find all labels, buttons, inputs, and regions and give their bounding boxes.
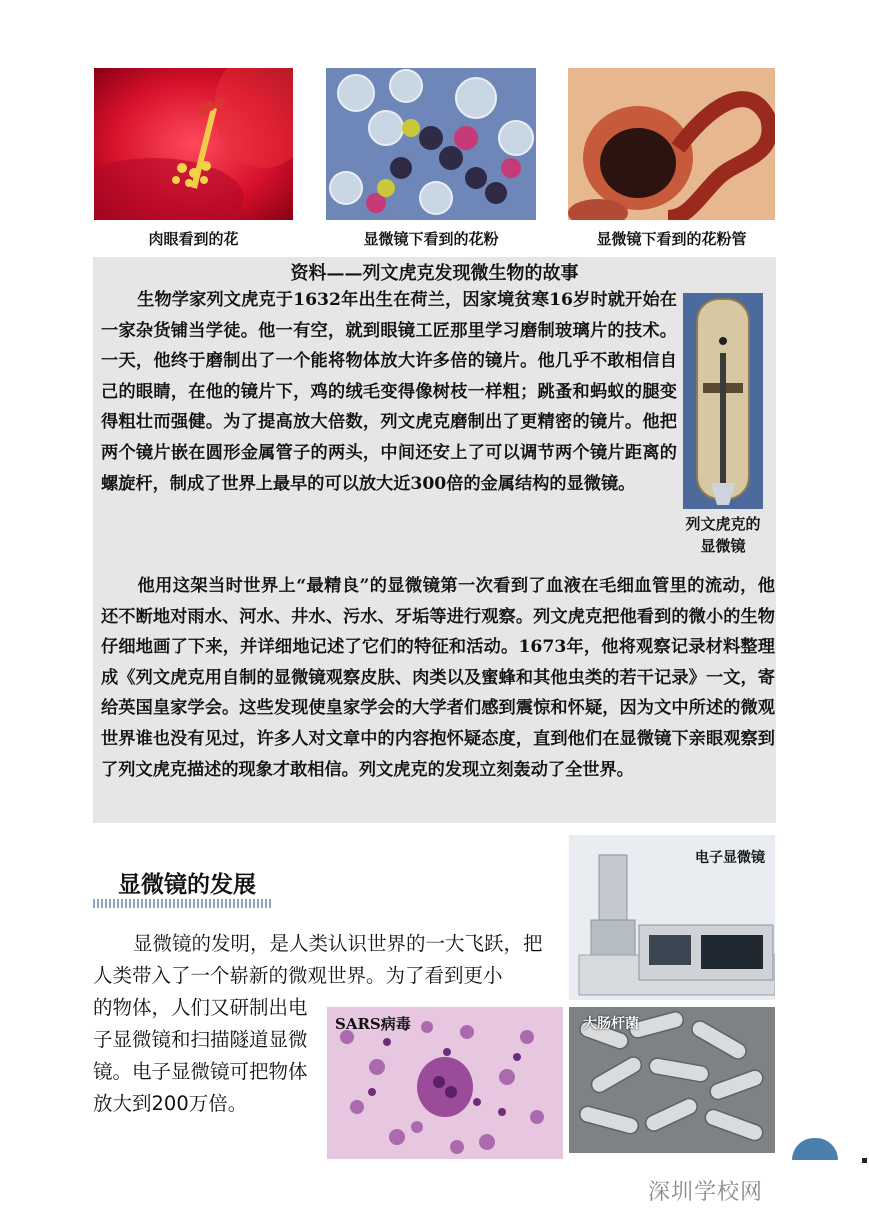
page-corner-tab <box>792 1138 838 1160</box>
flower-caption: 肉眼看到的花 <box>148 230 239 248</box>
reading-paragraph-2-text: 他用这架当时世界上“最精良”的显微镜第一次看到了血液在毛细血管里的流动，他还不断地对雨水、河水、井水、污水、牙垢等进行观察。列文虎克把他看到的微小的生物仔细地画了下来，并详细地记述了它们的特征和活动。1673年，他将观察记录材料整理成《列文虎克用自制的显微镜观察皮肤、肉类以及蜜蜂和其他虫类的若干记录》一文，寄给英国皇家学会。这些发现使皇家学会的大学者们感到震惊和怀疑，因为文中所述的微观世界谁也没有见过，许多人对文章中的内容抱怀疑态度，直到他们在显微镜下亲眼观察到了列文虎克描述的现象才敢相信。列文虎克的发现立刻轰动了全世界。 <box>101 576 775 780</box>
e-coli-label: 大肠杆菌 <box>583 1016 639 1032</box>
electron-microscope-label: 电子显微镜 <box>695 850 765 866</box>
pollen-caption: 显微镜下看到的花粉 <box>363 230 499 248</box>
section-text-a <box>93 928 555 992</box>
leeuwenhoek-microscope-photo <box>683 293 763 509</box>
reading-box <box>93 257 776 823</box>
sars-virus-photo <box>327 1007 563 1159</box>
microscope-caption: 列文虎克的显微镜 <box>685 515 761 555</box>
flower-photo <box>94 68 293 220</box>
pollen-photo <box>326 68 536 220</box>
reading-paragraph-1-text: 生物学家列文虎克于1632年出生在荷兰，因家境贫寒16岁时就开始在一家杂货铺当学徒。他一有空，就到眼镜工匠那里学习磨制玻璃片的技术。一天，他终于磨制出了一个能将物体放大许多倍的镜片。他几乎不敢相信自己的眼睛，在他的镜片下，鸡的绒毛变得像树枝一样粗；跳蚤和蚂蚁的腿变得粗壮而强健。为了提高放大倍数，列文虎克磨制出了更精密的镜片。他把两个镜片嵌在圆形金属管子的两头，中间还安上了可以调节两个镜片距离的螺旋杆，制成了世界上最早的可以放大近300倍的金属结构的显微镜。 <box>101 290 677 494</box>
sars-label: SARS病毒 <box>335 1015 411 1033</box>
reading-paragraph-1 <box>101 285 677 499</box>
pollen-tube-photo <box>568 68 775 220</box>
electron-microscope-photo <box>569 835 775 1000</box>
section-underline <box>93 899 271 908</box>
watermark: 深圳学校网 <box>648 1180 764 1205</box>
reading-paragraph-2 <box>101 571 775 785</box>
section-text-b: 的物体，人们又研制出电子显微镜和扫描隧道显微镜。电子显微镜可把物体放大到200万倍。 <box>93 996 308 1115</box>
corner-dot <box>862 1158 867 1163</box>
pollen-tube-caption: 显微镜下看到的花粉管 <box>596 230 747 248</box>
section-title: 显微镜的发展 <box>118 872 256 898</box>
reading-title: 资料——列文虎克发现微生物的故事 <box>290 263 579 284</box>
section-text-a-content: 显微镜的发明，是人类认识世界的一大飞跃，把人类带入了一个崭新的微观世界。为了看到更小 <box>93 932 543 987</box>
e-coli-photo <box>569 1007 775 1153</box>
